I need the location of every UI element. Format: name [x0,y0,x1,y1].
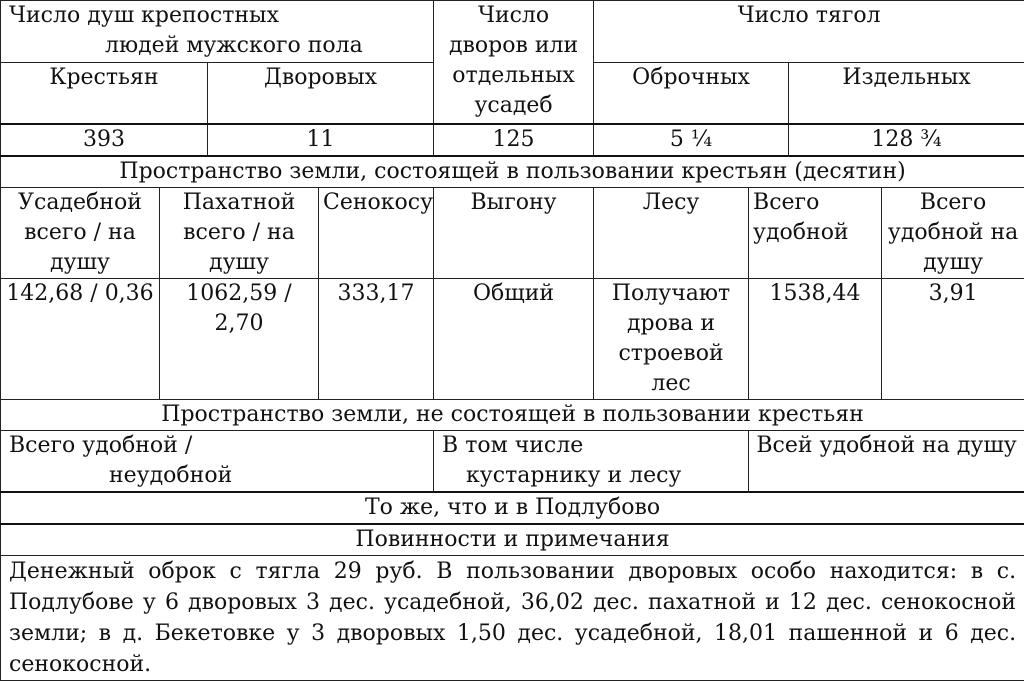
per-soul-header: Всего удобной на душу [882,187,1024,278]
arable-header: Пахатной всего / на душу [160,187,319,278]
izdelnyh-header: Издельных [789,63,1024,124]
souls-header-line2: людей мужского пола [9,31,429,61]
notes-text: Денежный оброк с тягла 29 руб. В пользовании дворовых особо находится: в с. Подлубове у 6 дворовых 3 дес. усадебной, 36,02 дес. пахатной и 12 дес. сенокосной земли; в д. Бекетовке у 3 дворовых 1,50 дес. усадебной, 18,01 пашенной и 6 дес. сенокосной. [1,555,1024,680]
obrok-count: 5 ¼ [594,124,789,156]
land-used-title: Пространство земли, состоящей в пользовании крестьян (десятин) [1,156,1024,188]
not-used-value: То же, что и в Подлубово [1,492,1024,524]
homestead-header: Усадебной всего / на душу [1,187,160,278]
servants-header: Дворовых [208,63,434,124]
not-used-bushes-header [434,430,749,492]
pasture-value: Общий [434,278,594,399]
tyagla-header: Число тягол [594,1,1024,63]
not-used-per-soul-header: Всей удобной на душу [749,430,1024,492]
peasants-header: Крестьян [1,63,208,124]
not-used-total-header-line2: неудобной [9,461,429,491]
souls-header-line1: Число душ крепостных [9,3,279,28]
homestead-value: 142,68 / 0,36 [1,278,160,399]
forest-value: Получают дрова и строевой лес [594,278,749,399]
pasture-header: Выгону [434,187,594,278]
hay-value: 333,17 [319,278,434,399]
not-used-total-header-line1: Всего удобной / [9,433,192,458]
obrok-header: Оброчных [594,63,789,124]
hay-header: Сенокосу [319,187,434,278]
not-used-bushes-header-line2: кустарнику и лесу [442,461,744,491]
not-used-total-header [1,430,434,492]
per-soul-value: 3,91 [882,278,1024,399]
notes-title: Повинности и примечания [1,524,1024,556]
land-not-used-title: Пространство земли, не состоящей в пользовании крестьян [1,399,1024,430]
peasants-count: 393 [1,124,208,156]
forest-header: Лесу [594,187,749,278]
total-arable-header: Всего удобной [749,187,882,278]
izdelnyh-count: 128 ¾ [789,124,1024,156]
households-header: Число дворов или отдельных усадеб [434,1,594,124]
arable-value: 1062,59 / 2,70 [160,278,319,399]
servants-count: 11 [208,124,434,156]
households-count: 125 [434,124,594,156]
total-arable-value: 1538,44 [749,278,882,399]
souls-header [1,1,434,63]
not-used-bushes-header-line1: В том числе [442,433,583,458]
